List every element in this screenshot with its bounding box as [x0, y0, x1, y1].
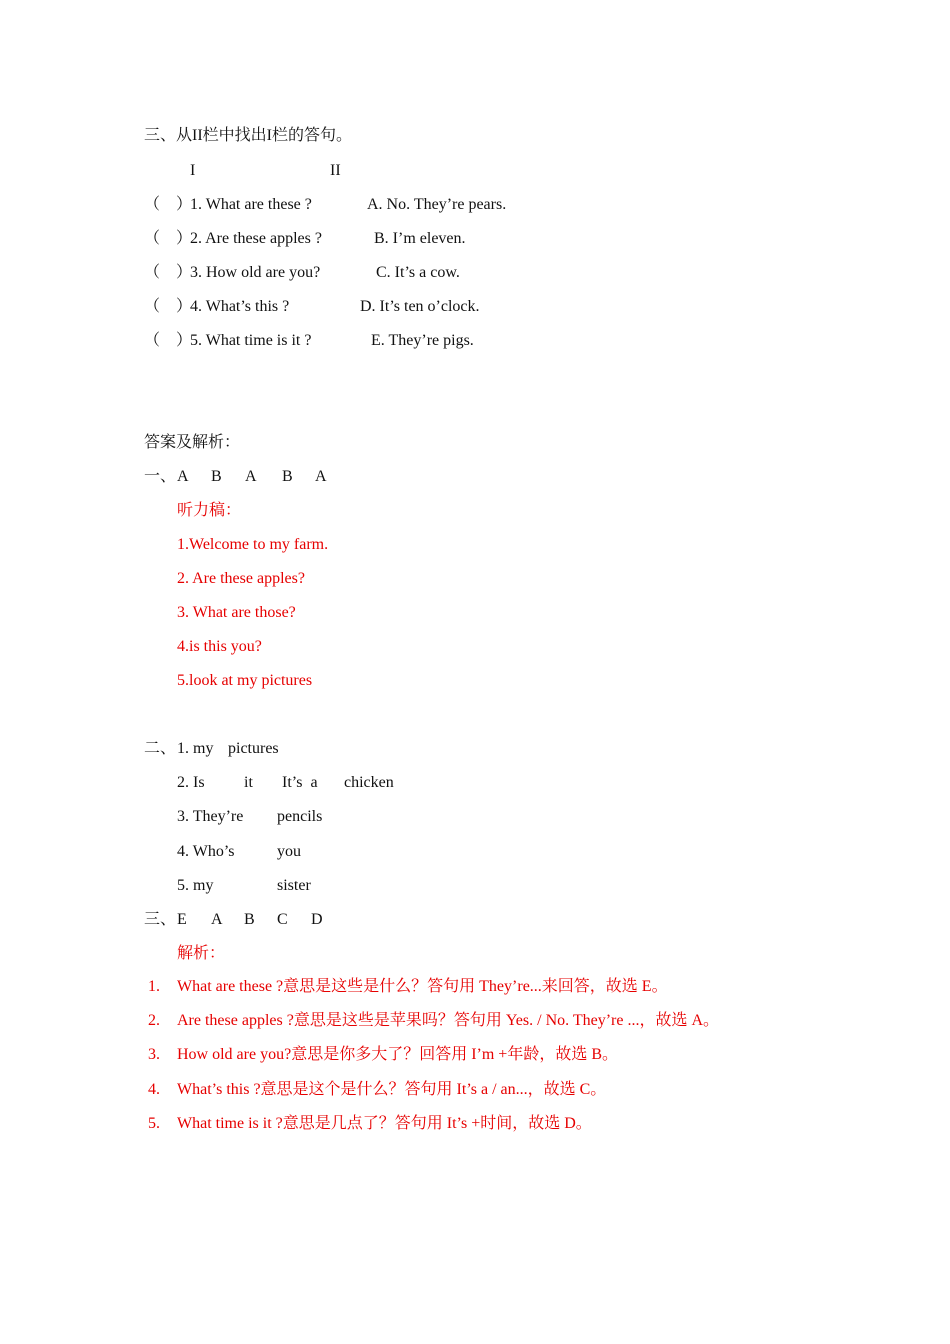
question-text: 1. What are these ? — [190, 196, 312, 213]
explanation-number: 4. — [148, 1081, 160, 1098]
listening-script-line: 2. Are these apples? — [177, 570, 305, 587]
answers-heading: 答案及解析： — [144, 434, 241, 451]
fill-answer: 4. Who’s — [177, 843, 235, 860]
explanation-text: What are these ?意思是这些是什么？答句用 They’re...来回答，故选 E。 — [177, 978, 668, 995]
part3-label: 三、 — [144, 911, 177, 928]
explanation-text: How old are you?意思是你多大了？回答用 I’m +年龄，故选 B。 — [177, 1046, 618, 1063]
explanation-text: What time is it ?意思是几点了？答句用 It’s +时间，故选 D。 — [177, 1115, 592, 1132]
answer-letter: C — [277, 911, 288, 928]
answer-blank[interactable]: （ ） — [144, 230, 193, 247]
option-text: B. I’m eleven. — [374, 230, 466, 247]
analysis-heading: 解析： — [177, 945, 226, 962]
listening-script-line: 5.look at my pictures — [177, 672, 313, 689]
answer-letter: D — [311, 911, 323, 928]
fill-answer: It’s a — [282, 774, 318, 791]
explanation-text: Are these apples ?意思是这些是苹果吗？答句用 Yes. / No. They’re ...，故选 A。 — [177, 1012, 720, 1029]
answer-letter: A — [245, 468, 257, 485]
question-text: 2. Are these apples ? — [190, 230, 322, 247]
explanation-text: What’s this ?意思是这个是什么？答句用 It’s a / an...，故选 C。 — [177, 1081, 607, 1098]
option-text: D. It’s ten o’clock. — [360, 298, 480, 315]
question-text: 3. How old are you? — [190, 264, 321, 281]
option-text: E. They’re pigs. — [371, 332, 474, 349]
explanation-number: 5. — [148, 1115, 160, 1132]
fill-answer: it — [244, 774, 253, 791]
explanation-number: 3. — [148, 1046, 160, 1063]
question-text: 5. What time is it ? — [190, 332, 312, 349]
answer-letter: A — [315, 468, 327, 485]
answer-letter: E — [177, 911, 187, 928]
answer-letter: B — [282, 468, 293, 485]
answer-letter: B — [244, 911, 255, 928]
part1-label: 一、 — [144, 468, 177, 485]
explanation-number: 1. — [148, 978, 160, 995]
listening-script-heading: 听力稿： — [177, 502, 242, 519]
answer-blank[interactable]: （ ） — [144, 298, 193, 315]
answer-blank[interactable]: （ ） — [144, 196, 193, 213]
column-header-i: I — [190, 162, 196, 179]
answer-letter: B — [211, 468, 222, 485]
fill-answer: 2. Is — [177, 774, 205, 791]
listening-script-line: 3. What are those? — [177, 604, 296, 621]
explanation-number: 2. — [148, 1012, 160, 1029]
answer-letter: A — [177, 468, 189, 485]
option-text: A. No. They’re pears. — [367, 196, 507, 213]
fill-answer: sister — [277, 877, 311, 894]
listening-script-line: 1.Welcome to my farm. — [177, 536, 329, 553]
fill-answer: 1. my — [177, 740, 214, 757]
fill-answer: you — [277, 843, 301, 860]
fill-answer: chicken — [344, 774, 394, 791]
answer-letter: A — [211, 911, 223, 928]
section3-heading: 三、从II栏中找出I栏的答句。 — [144, 127, 352, 144]
option-text: C. It’s a cow. — [376, 264, 460, 281]
listening-script-line: 4.is this you? — [177, 638, 262, 655]
question-text: 4. What’s this ? — [190, 298, 290, 315]
fill-answer: pencils — [277, 808, 323, 825]
fill-answer: 5. my — [177, 877, 214, 894]
column-header-ii: II — [330, 162, 341, 179]
answer-blank[interactable]: （ ） — [144, 332, 193, 349]
fill-answer: 3. They’re — [177, 808, 244, 825]
part2-label: 二、 — [144, 740, 177, 757]
fill-answer: pictures — [228, 740, 279, 757]
answer-blank[interactable]: （ ） — [144, 264, 193, 281]
